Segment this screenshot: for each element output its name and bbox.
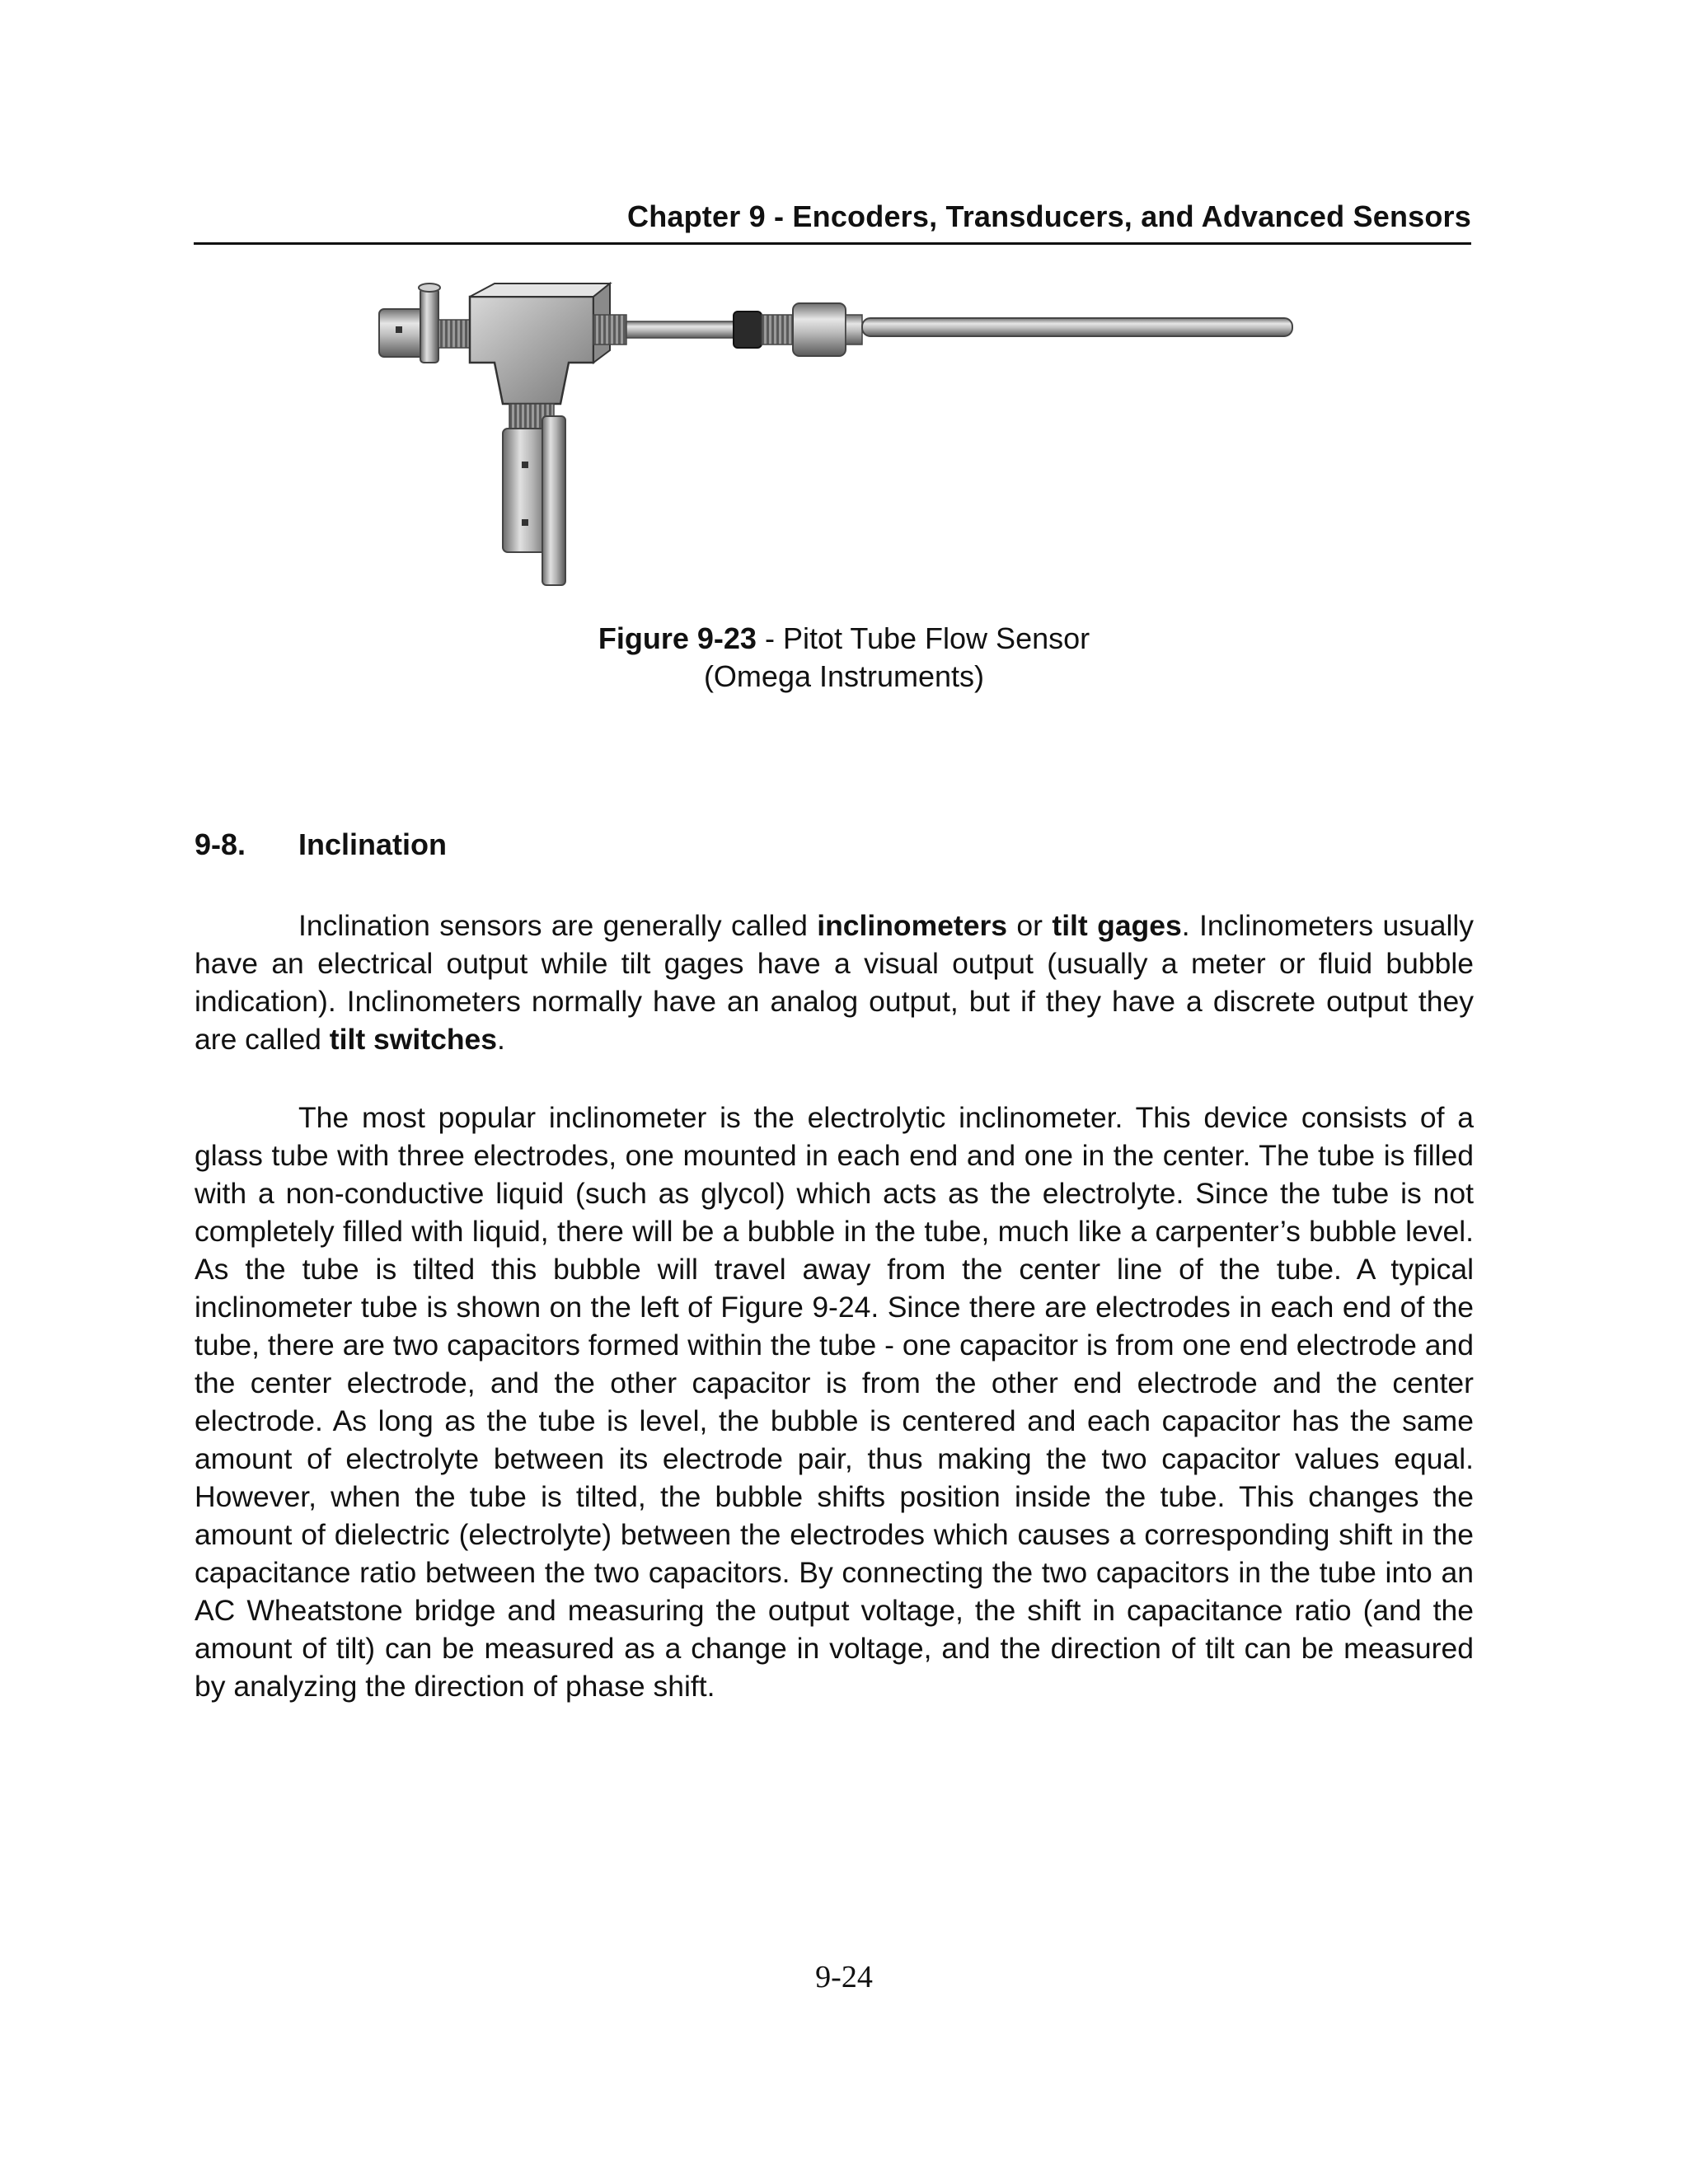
paragraph-1-text-3: . Inclinometers usually have an electrical output while tilt gages have a visual output (usually a meter or fluid bubble indication). Inclinometers normally have an analog output, but if they have a discrete output they are called (195, 909, 1474, 1056)
section-heading (195, 827, 447, 862)
term-tilt-switches: tilt switches (329, 1023, 497, 1056)
paragraph-1-text-2: or (1007, 909, 1053, 942)
figure-source: (Omega Instruments) (703, 659, 985, 693)
pitot-tube-photo (371, 272, 1327, 602)
page-header (194, 196, 1471, 245)
figure-label: Figure 9-23 (598, 621, 757, 655)
paragraph-1-text-4: . (497, 1023, 505, 1056)
paragraph-2: The most popular inclinometer is the electrolytic inclinometer. This device consists of a glass tube with three electrodes, one mounted in each end and one in the center. The tube is filled with a non-conductive liquid (such as glycol) which acts as the electrolyte. Since the tube is not completely filled with liquid, there will be a bubble in the tube, much like a carpenter’s bubble level. As the tube is tilted this bubble will travel away from the center line of the tube. A typical inclinometer tube is shown on the left of Figure 9-24. Since there are electrodes in each end of the tube, there are two capacitors formed within the tube - one capacitor is from one end electrode and the center electrode, and the other capacitor is from the other end electrode and the center electrode. As long as the tube is level, the bubble is centered and each capacitor has the same amount of electrolyte between its electrode pair, thus making the two capacitor values equal. However, when the tube is tilted, the bubble shifts position inside the tube. This changes the amount of dielectric (electrolyte) between the electrodes which causes a corresponding shift in the capacitance ratio between the two capacitors. By connecting the two capacitors in the tube into an AC Wheatstone bridge and measuring the output voltage, the shift in capacitance ratio (and the amount of tilt) can be measured as a change in voltage, and the direction of tilt can be measured by analyzing the direction of phase shift. (195, 1101, 1474, 1703)
page-number: 9-24 (815, 1960, 873, 1994)
term-tilt-gages: tilt gages (1052, 909, 1182, 942)
right-nut (793, 303, 846, 356)
figure-caption-separator: - (756, 621, 783, 655)
probe-tube (862, 318, 1292, 336)
term-inclinometers: inclinometers (817, 909, 1008, 942)
section-title: Inclination (298, 827, 447, 861)
figure-title: Pitot Tube Flow Sensor (782, 621, 1090, 655)
black-ferrule (734, 312, 762, 348)
figure-caption (0, 620, 1688, 658)
section-number: 9-8. (195, 827, 246, 861)
paragraph-1-text-1: Inclination sensors are generally called (298, 909, 818, 942)
chapter-title: Chapter 9 - Encoders, Transducers, and Advanced Sensors (627, 199, 1471, 233)
paragraph-1 (195, 907, 1474, 1058)
